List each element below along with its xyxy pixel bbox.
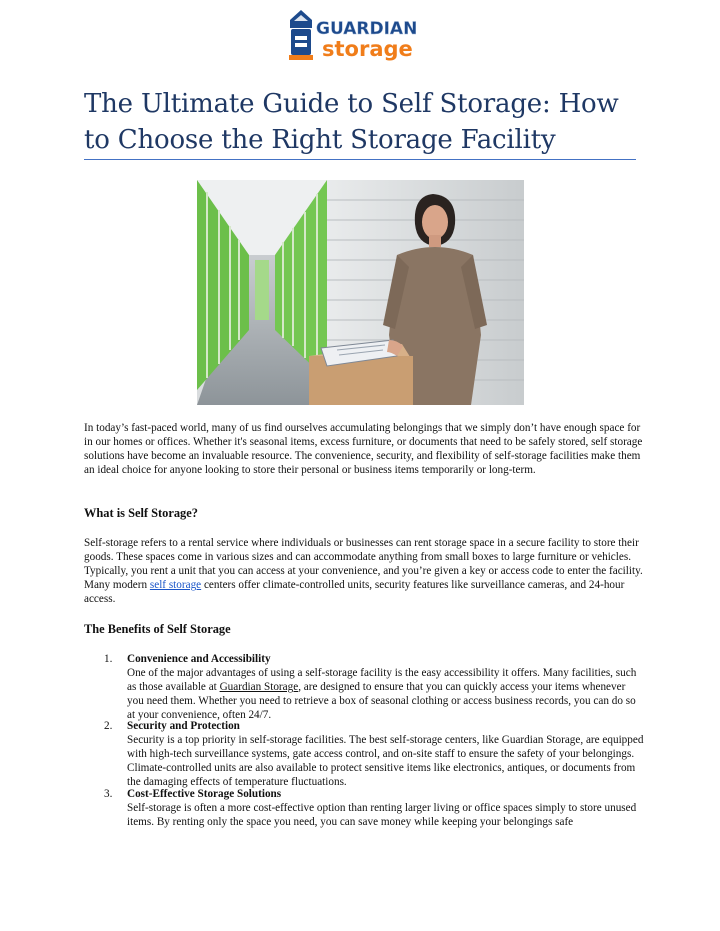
paragraph-text: Self-storage refers to a rental service where individuals or businesses can rent storage space in a secure facility to store their goods. These spaces come in various sizes and can accommodate anything from small boxes to large furniture or vehicles. Typically, you rent a unit that you can access at your convenience, and you’re given a key or access code to enter the facility. Many modern (84, 537, 643, 592)
guardian-storage-link[interactable]: Guardian Storage (219, 681, 299, 694)
paragraph-text: , are designed to ensure that you can quickly access your items whenever you need them. Whether you need to retrieve a box of seasonal clothing or access business records, you can do so at your convenience, often 24/7. (127, 681, 636, 722)
section-what-is-paragraph (84, 536, 644, 606)
logo-brand-top: GUARDIAN (316, 19, 418, 39)
page-title: The Ultimate Guide to Self Storage: How to Choose the Right Storage Facility (84, 89, 619, 155)
benefit-item-1 (104, 652, 644, 722)
benefit-text: Self-storage is often a more cost-effective option than renting larger living or office spaces simply to store unused items. By renting only the space you need, you can save money while keeping your belongings safe (127, 802, 637, 829)
list-number: 3. (104, 788, 113, 800)
section-heading-what-is: What is Self Storage? (84, 506, 198, 520)
shield-tower-icon (289, 10, 313, 60)
title-divider (84, 159, 636, 160)
benefit-title: Convenience and Accessibility (127, 653, 271, 665)
logo-brand-bottom: storage (322, 37, 413, 61)
intro-paragraph: In today’s fast-paced world, many of us find ourselves accumulating belongings that we simply don’t have enough space for in our homes or offices. Whether it's seasonal items, excess furniture, or documents that need to be safely stored, self storage solutions have become an invaluable resource. The convenience, security, and flexibility of self-storage facilities make them an ideal choice for anyone looking to store their personal or business items temporarily or long-term. (84, 422, 643, 477)
paragraph-text: centers offer climate-controlled units, security features like surveillance cameras, and 24-hour access. (84, 579, 625, 606)
benefit-text: Security is a top priority in self-storage facilities. The best self-storage centers, like Guardian Storage, are equipped with high-tech surveillance systems, gate access control, and on-site staff to ensure the safety of your belongings. Climate-controlled units are also available to protect sensitive items like electronics, antiques, or documents from the damaging effects of temperature fluctuations. (127, 734, 644, 789)
self-storage-link[interactable]: self storage (149, 579, 202, 592)
benefit-item-3 (104, 787, 644, 829)
paragraph-text: One of the major advantages of using a self-storage facility is the easy accessibility it offers. Many facilities, such as those available at (127, 667, 637, 694)
list-number: 1. (104, 653, 113, 665)
benefit-text (127, 666, 644, 722)
guardian-storage-logo[interactable] (284, 6, 434, 64)
hero-image-storage-woman (197, 180, 524, 405)
list-number: 2. (104, 720, 113, 732)
benefit-title: Cost-Effective Storage Solutions (127, 788, 282, 800)
section-heading-benefits: The Benefits of Self Storage (84, 622, 231, 636)
benefit-item-2 (104, 719, 644, 789)
benefit-title: Security and Protection (127, 720, 240, 732)
